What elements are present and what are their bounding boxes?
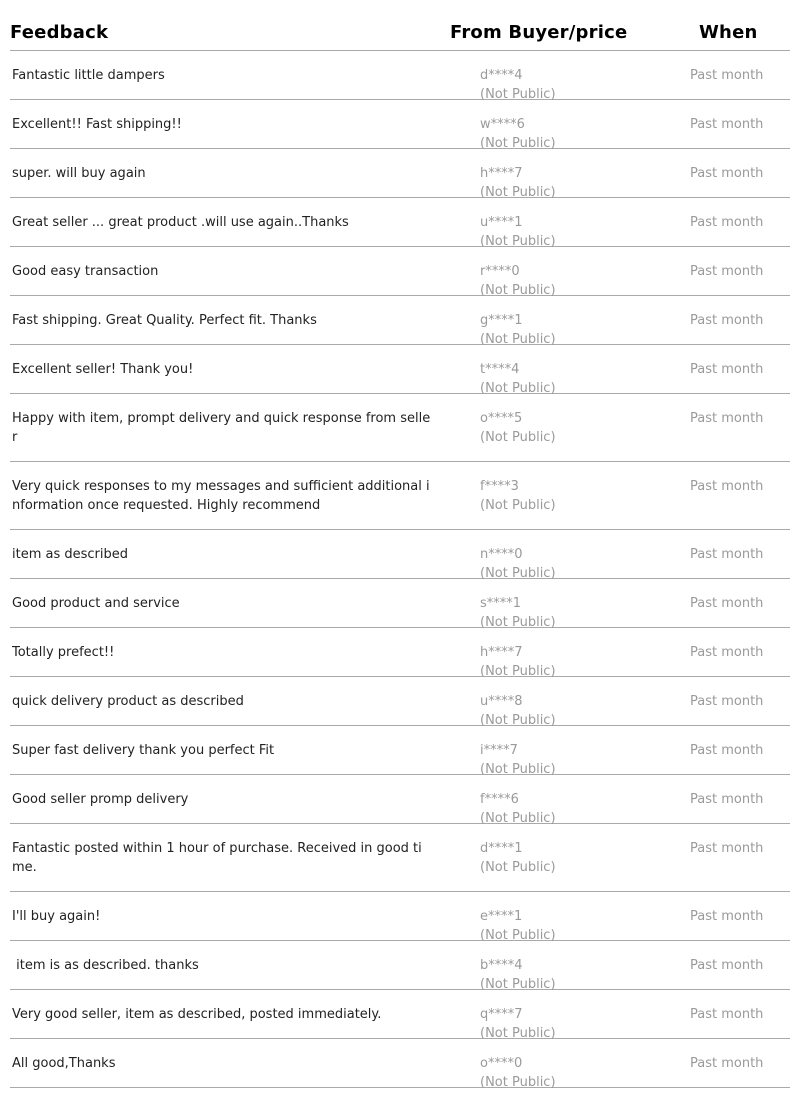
buyer-visibility: (Not Public) <box>480 283 556 298</box>
feedback-text: Fantastic little dampers <box>12 68 165 83</box>
buyer-visibility: (Not Public) <box>480 136 556 151</box>
feedback-text: Totally prefect!! <box>12 645 115 660</box>
feedback-rows <box>10 51 790 1088</box>
feedback-text: Excellent seller! Thank you! <box>12 362 194 377</box>
table-row <box>10 296 790 345</box>
buyer-cell <box>480 692 556 730</box>
buyer-name: u****8 <box>480 694 523 709</box>
feedback-text: Happy with item, prompt delivery and quick response from seller <box>12 411 431 445</box>
buyer-cell <box>480 594 556 632</box>
buyer-name: h****7 <box>480 645 523 660</box>
buyer-name: h****7 <box>480 166 523 181</box>
table-row <box>10 990 790 1039</box>
buyer-name: f****3 <box>480 479 519 494</box>
table-row <box>10 345 790 394</box>
buyer-visibility: (Not Public) <box>480 811 556 826</box>
buyer-cell <box>480 66 556 104</box>
buyer-visibility: (Not Public) <box>480 664 556 679</box>
feedback-text: Good easy transaction <box>12 264 159 279</box>
when-cell: Past month <box>690 68 764 83</box>
buyer-visibility: (Not Public) <box>480 1075 556 1090</box>
buyer-name: u****1 <box>480 215 523 230</box>
buyer-visibility: (Not Public) <box>480 1026 556 1041</box>
feedback-table <box>10 0 790 1088</box>
buyer-name: q****7 <box>480 1007 523 1022</box>
buyer-visibility: (Not Public) <box>480 332 556 347</box>
table-row <box>10 824 790 892</box>
when-cell: Past month <box>690 547 764 562</box>
feedback-text: Good product and service <box>12 596 180 611</box>
when-cell: Past month <box>690 792 764 807</box>
table-row <box>10 394 790 462</box>
buyer-cell <box>480 545 556 583</box>
feedback-text: Super fast delivery thank you perfect Fit <box>12 743 275 758</box>
when-cell: Past month <box>690 1056 764 1071</box>
feedback-text: Good seller promp delivery <box>12 792 189 807</box>
feedback-text: All good,Thanks <box>12 1056 116 1071</box>
table-row <box>10 941 790 990</box>
buyer-name: w****6 <box>480 117 525 132</box>
buyer-cell <box>480 360 556 398</box>
table-row <box>10 628 790 677</box>
buyer-cell <box>480 839 556 877</box>
feedback-text: super. will buy again <box>12 166 146 181</box>
when-cell: Past month <box>690 166 764 181</box>
buyer-name: d****1 <box>480 841 523 856</box>
feedback-text: I'll buy again! <box>12 909 101 924</box>
feedback-text: Fast shipping. Great Quality. Perfect fit. Thanks <box>12 313 317 328</box>
buyer-visibility: (Not Public) <box>480 87 556 102</box>
buyer-cell <box>480 262 556 300</box>
buyer-name: t****4 <box>480 362 520 377</box>
table-row <box>10 775 790 824</box>
table-row <box>10 51 790 100</box>
when-cell: Past month <box>690 313 764 328</box>
when-cell: Past month <box>690 264 764 279</box>
feedback-text: Very quick responses to my messages and sufficient additional information once requested. Highly recommend <box>12 479 430 513</box>
buyer-name: g****1 <box>480 313 523 328</box>
buyer-name: o****0 <box>480 1056 523 1071</box>
table-row <box>10 579 790 628</box>
buyer-cell <box>480 409 556 447</box>
buyer-cell <box>480 643 556 681</box>
buyer-name: n****0 <box>480 547 523 562</box>
buyer-visibility: (Not Public) <box>480 860 556 875</box>
buyer-cell <box>480 956 556 994</box>
buyer-visibility: (Not Public) <box>480 498 556 513</box>
table-row <box>10 677 790 726</box>
buyer-cell <box>480 907 556 945</box>
header-feedback: Feedback <box>10 22 109 43</box>
when-cell: Past month <box>690 215 764 230</box>
feedback-text: quick delivery product as described <box>12 694 244 709</box>
table-row <box>10 462 790 530</box>
table-row <box>10 726 790 775</box>
feedback-text: Fantastic posted within 1 hour of purchase. Received in good time. <box>12 841 422 875</box>
when-cell: Past month <box>690 909 764 924</box>
when-cell: Past month <box>690 411 764 426</box>
when-cell: Past month <box>690 743 764 758</box>
buyer-name: s****1 <box>480 596 522 611</box>
buyer-visibility: (Not Public) <box>480 928 556 943</box>
table-row <box>10 100 790 149</box>
when-cell: Past month <box>690 479 764 494</box>
feedback-text: item as described <box>12 547 129 562</box>
feedback-text: Very good seller, item as described, posted immediately. <box>12 1007 382 1022</box>
buyer-visibility: (Not Public) <box>480 566 556 581</box>
buyer-name: e****1 <box>480 909 523 924</box>
header-when: When <box>699 22 758 43</box>
buyer-cell <box>480 311 556 349</box>
buyer-visibility: (Not Public) <box>480 713 556 728</box>
when-cell: Past month <box>690 645 764 660</box>
buyer-name: d****4 <box>480 68 523 83</box>
buyer-visibility: (Not Public) <box>480 185 556 200</box>
table-header <box>10 0 790 51</box>
buyer-cell <box>480 213 556 251</box>
when-cell: Past month <box>690 117 764 132</box>
buyer-name: r****0 <box>480 264 520 279</box>
buyer-name: i****7 <box>480 743 518 758</box>
buyer-visibility: (Not Public) <box>480 615 556 630</box>
table-row <box>10 198 790 247</box>
buyer-cell <box>480 741 556 779</box>
buyer-name: b****4 <box>480 958 523 973</box>
buyer-visibility: (Not Public) <box>480 430 556 445</box>
buyer-name: o****5 <box>480 411 523 426</box>
when-cell: Past month <box>690 596 764 611</box>
buyer-visibility: (Not Public) <box>480 234 556 249</box>
buyer-visibility: (Not Public) <box>480 977 556 992</box>
buyer-cell <box>480 1054 556 1092</box>
buyer-name: f****6 <box>480 792 519 807</box>
table-row <box>10 149 790 198</box>
buyer-cell <box>480 164 556 202</box>
buyer-cell <box>480 477 556 515</box>
buyer-cell <box>480 790 556 828</box>
buyer-cell <box>480 115 556 153</box>
buyer-cell <box>480 1005 556 1043</box>
feedback-text: Excellent!! Fast shipping!! <box>12 117 182 132</box>
buyer-visibility: (Not Public) <box>480 762 556 777</box>
table-row <box>10 247 790 296</box>
feedback-text: item is as described. thanks <box>12 958 199 973</box>
header-buyer-price: From Buyer/price <box>450 22 628 43</box>
when-cell: Past month <box>690 958 764 973</box>
table-row <box>10 530 790 579</box>
table-row <box>10 892 790 941</box>
table-row <box>10 1039 790 1088</box>
when-cell: Past month <box>690 1007 764 1022</box>
when-cell: Past month <box>690 841 764 856</box>
when-cell: Past month <box>690 694 764 709</box>
buyer-visibility: (Not Public) <box>480 381 556 396</box>
feedback-text: Great seller ... great product .will use again..Thanks <box>12 215 349 230</box>
when-cell: Past month <box>690 362 764 377</box>
